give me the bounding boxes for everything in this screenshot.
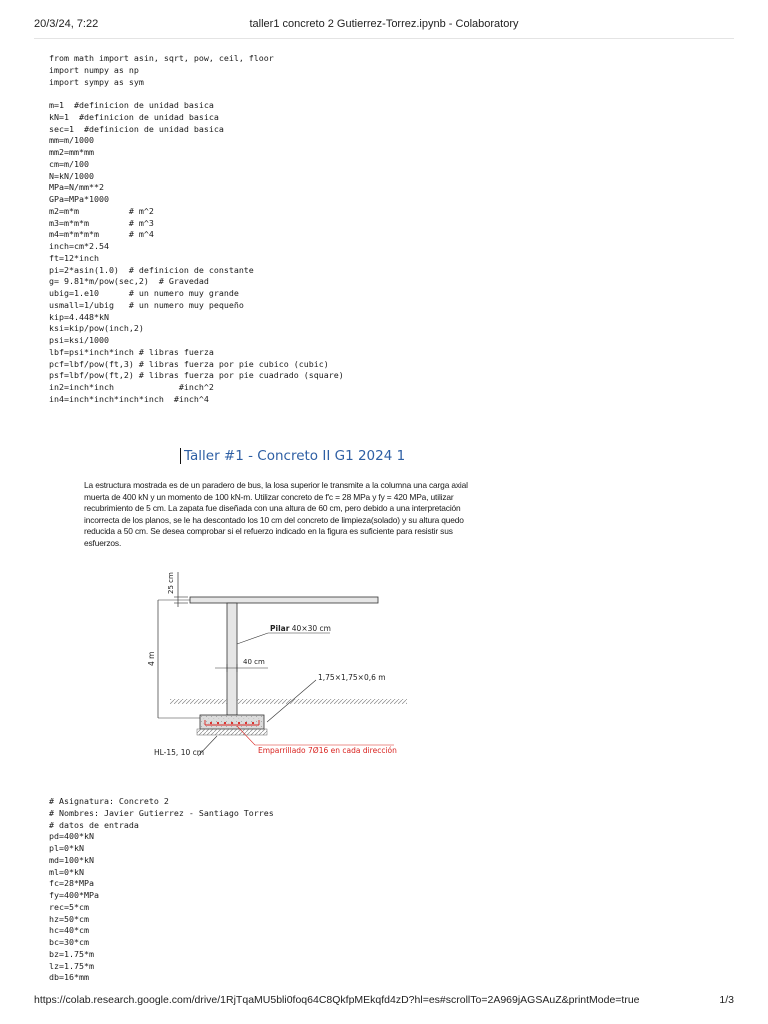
code-line: fy=400*MPa xyxy=(49,890,99,900)
code-line: m4=m*m*m*m # m^4 xyxy=(49,229,154,240)
code-line: sec=1 #definicion de unidad basica xyxy=(49,123,224,134)
code-line: ksi=kip/pow(inch,2) xyxy=(49,323,144,334)
code-cell-input-data[interactable] xyxy=(49,796,274,984)
code-line: g= 9.81*m/pow(sec,2) # Gravedad xyxy=(49,276,209,287)
code-line: mm2=mm*mm xyxy=(49,147,94,157)
code-line: db=16*mm xyxy=(49,972,89,983)
code-line: bc=30*cm xyxy=(49,937,89,947)
document-title: taller1 concreto 2 Gutierrez-Torrez.ipynb - Colaboratory xyxy=(249,18,519,30)
code-line: usmall=1/ubig # un numero muy pequeño xyxy=(49,299,244,310)
svg-text:Pilar 40×30 cm xyxy=(270,624,331,633)
code-line: from math import asin, sqrt, pow, ceil, floor xyxy=(49,53,274,63)
code-line: GPa=MPa*1000 xyxy=(49,194,109,204)
code-line: pi=2*asin(1.0) # definicion de constante xyxy=(49,264,254,275)
blinding-layer xyxy=(197,729,267,735)
page-number: 1/3 xyxy=(719,994,734,1006)
code-line xyxy=(49,88,344,100)
ground-left xyxy=(170,699,227,704)
code-line: md=100*kN xyxy=(49,854,94,865)
code-line: hz=50*cm xyxy=(49,913,89,924)
code-cell-units[interactable] xyxy=(49,53,344,406)
code-line: m3=m*m*m # m^3 xyxy=(49,217,154,228)
code-line: pcf=lbf/pow(ft,3) # libras fuerza por pie cubico (cubic) xyxy=(49,358,329,369)
code-line: pd=400*kN xyxy=(49,831,94,842)
page-url: https://colab.research.google.com/drive/1RjTqaMU5bli0foq64C8QkfpMEkqfd4zD?hl=es#scrollTo=2A969jAGSAuZ&printMode=true xyxy=(34,994,640,1006)
code-line: hc=40*cm xyxy=(49,925,89,936)
code-line: import numpy as np xyxy=(49,64,139,75)
code-line: psf=lbf/pow(ft,2) # libras fuerza por pie cuadrado (square) xyxy=(49,370,344,381)
top-slab xyxy=(190,597,378,603)
header-divider xyxy=(34,38,734,39)
code-line: ubig=1.e10 # un numero muy grande xyxy=(49,288,239,298)
code-line: pl=0*kN xyxy=(49,843,84,853)
column-height-label: 4 m xyxy=(147,651,156,666)
code-line: cm=m/100 xyxy=(49,158,89,169)
code-line: kip=4.448*kN xyxy=(49,311,109,322)
code-line: # Nombres: Javier Gutierrez - Santiago Torres xyxy=(49,807,274,818)
code-line: # Asignatura: Concreto 2 xyxy=(49,796,169,806)
code-line: in4=inch*inch*inch*inch #inch^4 xyxy=(49,393,209,404)
column xyxy=(227,603,237,715)
code-line: lbf=psi*inch*inch # libras fuerza xyxy=(49,346,214,357)
reinforcement-label: Emparrillado 7Ø16 en cada dirección xyxy=(258,746,397,755)
code-line: mm=m/1000 xyxy=(49,135,94,146)
code-line: MPa=N/mm**2 xyxy=(49,182,104,193)
blinding-label: HL-15, 10 cm xyxy=(154,748,205,757)
pilar-label: Pilar xyxy=(270,624,290,633)
code-line: inch=cm*2.54 xyxy=(49,241,109,251)
code-line: import sympy as sym xyxy=(49,76,144,87)
code-line: kN=1 #definicion de unidad basica xyxy=(49,111,219,122)
code-line: in2=inch*inch #inch^2 xyxy=(49,382,214,392)
pilar-dimensions: 40×30 cm xyxy=(289,624,331,633)
slab-thickness-label: 25 cm xyxy=(167,572,175,594)
code-line: ft=12*inch xyxy=(49,252,99,263)
code-line: fc=28*MPa xyxy=(49,878,94,889)
bus-stop-structure-figure xyxy=(130,560,420,770)
code-line: N=kN/1000 xyxy=(49,170,94,181)
code-line: m=1 #definicion de unidad basica xyxy=(49,100,214,110)
code-line: bz=1.75*m xyxy=(49,948,94,959)
code-line: m2=m*m # m^2 xyxy=(49,205,154,216)
footing-dimensions-label: 1,75×1,75×0,6 m xyxy=(318,673,386,682)
taller-title[interactable]: Taller #1 - Concreto II G1 2024 1 xyxy=(180,448,405,464)
code-line: ml=0*kN xyxy=(49,866,84,877)
code-line: # datos de entrada xyxy=(49,819,139,830)
code-line: lz=1.75*m xyxy=(49,960,94,971)
ground-right xyxy=(237,699,407,704)
column-width-label: 40 cm xyxy=(243,658,265,666)
print-datetime: 20/3/24, 7:22 xyxy=(34,18,99,30)
code-line: rec=5*cm xyxy=(49,901,89,912)
code-line: psi=ksi/1000 xyxy=(49,335,109,345)
problem-statement: La estructura mostrada es de un paradero de bus, la losa superior le transmite a la columna una carga axial muerta de 400 kN y un momento de 100 kN-m. Utilizar concreto de f'c = 28 MPa y fy = 420 MPa, utilizar recubrimiento de 5 cm. La zapata fue diseñada con una altura de 60 cm, pero debido a una interpretación incorrecta de los planos, se le ha descontado los 10 cm del concreto de limpieza(solado) y su altura quedo reducida a 50 cm. Se desea comprobar si el refuerzo indicado en la figura es suficiente para resistir sus esfuerzos. xyxy=(84,480,468,548)
